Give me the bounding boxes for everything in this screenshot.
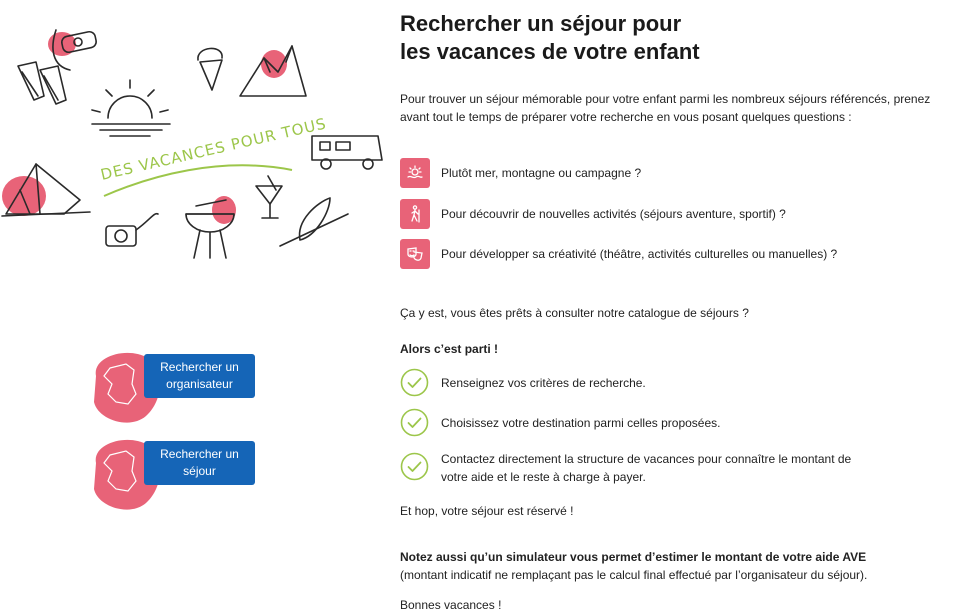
fins-icon — [18, 62, 66, 104]
camera-icon — [106, 214, 158, 246]
step-text: Contactez directement la structure de vacances pour connaître le montant de votre aide et le reste à charge à payer. — [441, 452, 852, 484]
check-circle-icon — [400, 452, 429, 481]
goodbye-text: Bonnes vacances ! — [400, 598, 502, 612]
question-item — [400, 239, 837, 269]
page-title-line2: les vacances de votre enfant — [400, 39, 700, 64]
step-item — [400, 408, 881, 437]
vacation-illustration — [0, 0, 329, 270]
step-text: Renseignez vos critères de recherche. — [441, 376, 646, 390]
search-stay-button[interactable]: Rechercher un séjour — [144, 441, 255, 485]
search-organizer-cta — [88, 346, 258, 430]
go-text: Alors c’est parti ! — [400, 342, 499, 356]
vacation-illustration-svg — [0, 0, 329, 270]
question-text: Plutôt mer, montagne ou campagne ? — [441, 166, 642, 180]
step-text: Choisissez votre destination parmi celles proposées. — [441, 416, 721, 430]
page-title — [400, 10, 940, 66]
ready-text: Ça y est, vous êtes prêts à consulter notre catalogue de séjours ? — [400, 306, 749, 320]
simulator-note-bold: Notez aussi qu’un simulateur vous permet d’estimer le montant de votre aide AVE — [400, 550, 867, 564]
search-organizer-button[interactable]: Rechercher un organisateur — [144, 354, 255, 398]
question-text: Pour développer sa créativité (théâtre, activités culturelles ou manuelles) ? — [441, 247, 838, 261]
question-item — [400, 199, 786, 229]
booked-text: Et hop, votre séjour est réservé ! — [400, 504, 574, 518]
sun-icon — [92, 80, 170, 136]
step-item — [400, 452, 881, 486]
ice-cream-icon — [198, 48, 222, 90]
check-circle-icon — [400, 368, 429, 397]
beach-icon — [400, 158, 430, 188]
page-title-line1: Rechercher un séjour pour — [400, 11, 682, 36]
check-circle-icon — [400, 408, 429, 437]
simulator-note — [400, 548, 880, 584]
theatre-masks-icon — [400, 239, 430, 269]
hiker-icon — [400, 199, 430, 229]
question-item — [400, 158, 641, 188]
banner-text: DES VACANCES POUR TOUS — [98, 114, 329, 184]
question-text: Pour découvrir de nouvelles activités (séjours aventure, sportif) ? — [441, 207, 786, 221]
kayak-icon — [280, 198, 348, 246]
search-stay-cta — [88, 433, 258, 517]
simulator-note-rest: (montant indicatif ne remplaçant pas le calcul final effectué par l’organisateur du séjour). — [400, 568, 868, 582]
camper-icon — [312, 136, 382, 169]
intro-text: Pour trouver un séjour mémorable pour votre enfant parmi les nombreux séjours référencés, prenez avant tout le temps de préparer votre recherche en vous posant quelques questions : — [400, 92, 931, 124]
step-item — [400, 368, 881, 397]
cocktail-icon — [256, 176, 282, 218]
